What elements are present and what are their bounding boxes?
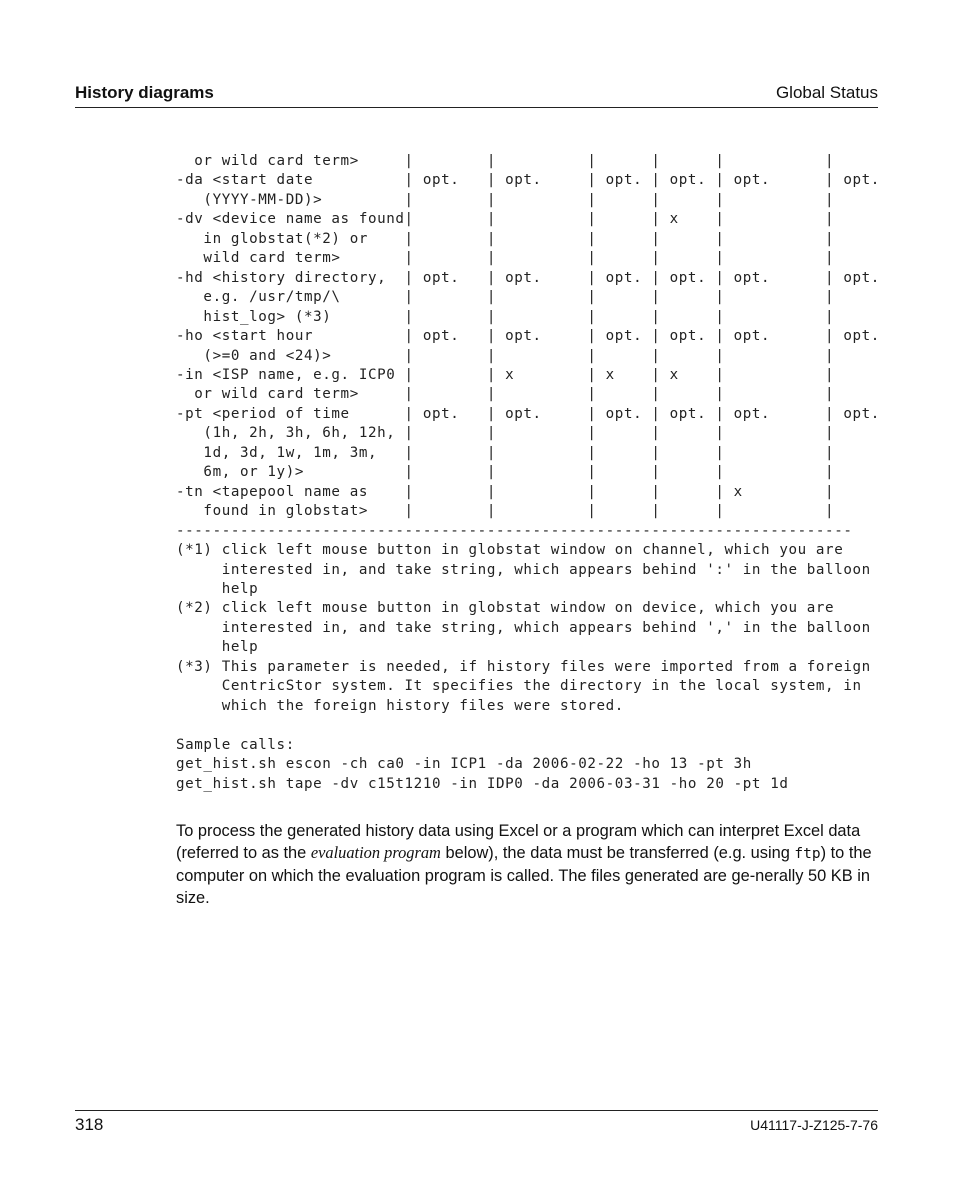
code-line: help <box>176 639 259 656</box>
code-line: or wild card term> | | | | | | <box>176 386 835 403</box>
code-line: interested in, and take string, which appears behind ':' in the balloon <box>176 561 871 578</box>
paragraph-text-1: To process the generated history data using Excel or a program which can interpret Excel data (referred to as the <box>176 822 861 863</box>
code-line: help <box>176 580 259 597</box>
code-line: (1h, 2h, 3h, 6h, 12h, | | | | | | <box>176 425 835 442</box>
code-line: in globstat(*2) or | | | | | | <box>176 230 835 247</box>
footer-divider <box>75 1110 878 1111</box>
code-line: CentricStor system. It specifies the directory in the local system, in <box>176 678 862 695</box>
code-line: -tn <tapepool name as | | | | | x | <box>176 483 835 500</box>
code-line: hist_log> (*3) | | | | | | <box>176 308 835 325</box>
paragraph-text-3: ) to the computer on which the evaluation program is called. The files generated are ge-nerally 50 KB in size. <box>176 844 872 908</box>
code-line: interested in, and take string, which appears behind ',' in the balloon <box>176 619 871 636</box>
code-line: which the foreign history files were stored. <box>176 697 624 714</box>
chapter-title: Global Status <box>775 83 878 102</box>
document-id: U41117-J-Z125-7-76 <box>750 1117 878 1133</box>
section-title: History diagrams <box>75 83 214 102</box>
code-line: found in globstat> | | | | | | <box>176 503 835 520</box>
code-line: -in <ISP name, e.g. ICP0 | | x | x | x | | <box>176 366 835 383</box>
code-line: 1d, 3d, 1w, 1m, 3m, | | | | | | <box>176 444 835 461</box>
code-line: (*3) This parameter is needed, if history files were imported from a foreign <box>176 658 871 675</box>
code-line: 6m, or 1y)> | | | | | | <box>176 464 835 481</box>
code-line: e.g. /usr/tmp/\ | | | | | | <box>176 289 835 306</box>
code-line: -dv <device name as found| | | | x | | <box>176 211 835 228</box>
header-divider <box>75 107 878 108</box>
paragraph-text-2: below), the data must be transferred (e.g. using <box>440 844 795 863</box>
code-line: get_hist.sh tape -dv c15t1210 -in IDP0 -da 2006-03-31 -ho 20 -pt 1d <box>176 775 789 792</box>
code-line: (YYYY-MM-DD)> | | | | | | <box>176 191 835 208</box>
code-line: -hd <history directory, | opt. | opt. | opt. | opt. | opt. | opt. <box>176 269 880 286</box>
paragraph-code: ftp <box>794 846 821 863</box>
paragraph-emphasis: evaluation program <box>310 843 441 863</box>
code-line: (*1) click left mouse button in globstat window on channel, which you are <box>176 542 844 559</box>
code-line: -da <start date | opt. | opt. | opt. | opt. | opt. | opt. <box>176 172 880 189</box>
code-line: or wild card term> | | | | | | <box>176 153 835 169</box>
code-line: Sample calls: <box>176 736 295 753</box>
body-paragraph <box>176 820 879 909</box>
code-line: -pt <period of time | opt. | opt. | opt. | opt. | opt. | opt. <box>176 405 880 422</box>
page-number: 318 <box>75 1115 104 1134</box>
code-line: get_hist.sh escon -ch ca0 -in ICP1 -da 2006-02-22 -ho 13 -pt 3h <box>176 756 752 773</box>
code-line: -------------------------------------------------------------------------- <box>176 522 853 539</box>
code-line: (*2) click left mouse button in globstat window on device, which you are <box>176 600 835 617</box>
code-listing <box>176 152 880 794</box>
code-line: -ho <start hour | opt. | opt. | opt. | opt. | opt. | opt. <box>176 328 880 345</box>
code-line: wild card term> | | | | | | <box>176 250 835 267</box>
code-line: (>=0 and <24)> | | | | | | <box>176 347 835 364</box>
